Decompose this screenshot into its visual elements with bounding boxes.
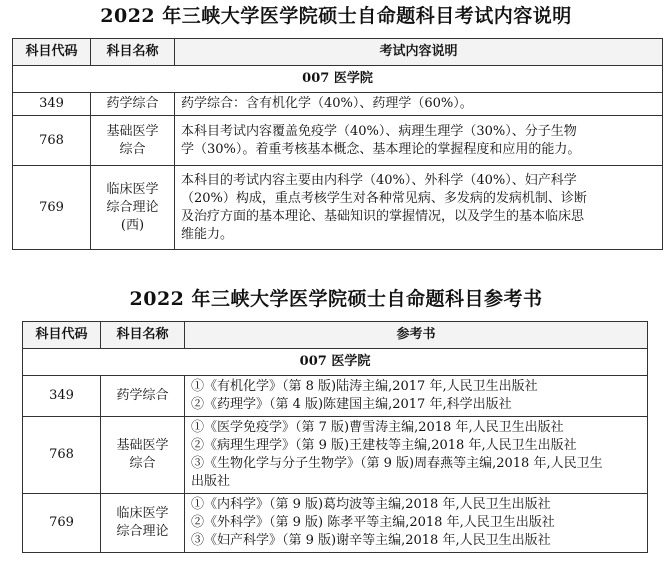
book-line: ③《生物化学与分子生物学》（第 9 版)周春燕等主编,2018 年,人民卫生 (191, 456, 603, 471)
book-line: ③《妇产科学》（第 9 版)谢辛等主编,2018 年,人民卫生出版社 (191, 533, 551, 548)
header-description: 考试内容说明 (175, 39, 663, 66)
exam-content-title: 2022 年三峡大学医学院硕士自命题科目考试内容说明 (100, 5, 572, 27)
school-label: 007 医学院 (13, 66, 663, 93)
reference-books-table (22, 321, 648, 553)
subject-name-line: (西) (120, 217, 145, 233)
table-row (23, 376, 648, 417)
subject-name (101, 376, 185, 417)
subject-code: 349 (13, 93, 91, 116)
exam-description (175, 166, 663, 250)
table-row (13, 93, 663, 116)
description-line: （20%）构成，重点考核学生对各种常见病、多发病的发病机制、诊断 (181, 190, 587, 206)
subject-name (91, 166, 175, 250)
subject-name-line: 基础医学 (106, 123, 159, 139)
exam-description (175, 93, 663, 116)
subject-code: 768 (13, 116, 91, 166)
description-line: 及治疗方面的基本理论、基础知识的掌握情况，以及学生的基本临床思 (181, 208, 585, 224)
book-line: ②《外科学》（第 9 版) 陈孝平等主编,2018 年,人民卫生出版社 (191, 515, 555, 530)
book-list (185, 494, 648, 553)
description-line: 本科目考试内容覆盖免疫学（40%）、病理生理学（30%）、分子生物 (181, 123, 577, 139)
book-line: ①《内科学》（第 9 版)葛均波等主编,2018 年,人民卫生出版社 (191, 497, 551, 512)
subject-name-line: 基础医学 (116, 438, 169, 453)
book-list (185, 417, 648, 494)
description-line: 药学综合：含有机化学（40%）、药理学（60%）。 (181, 96, 473, 111)
reference-books-title: 2022 年三峡大学医学院硕士自命题科目参考书 (129, 288, 543, 310)
table-row (23, 494, 648, 553)
subject-code: 349 (23, 376, 101, 417)
subject-name (101, 494, 185, 553)
subject-name-line: 临床医学 (116, 506, 169, 521)
description-line: 维能力。 (181, 226, 234, 242)
table-header-row (13, 39, 663, 66)
table-row (23, 417, 648, 494)
header-name: 科目名称 (101, 322, 185, 349)
subject-name-line: 综合理论 (106, 199, 159, 215)
book-list (185, 376, 648, 417)
table-row (13, 166, 663, 250)
subject-code: 768 (23, 417, 101, 494)
subject-name (101, 417, 185, 494)
subject-name (91, 93, 175, 116)
subject-name-line: 药学综合 (106, 96, 159, 111)
school-row (13, 66, 663, 93)
subject-name (91, 116, 175, 166)
subject-name-line: 综合 (119, 141, 146, 157)
subject-name-line: 综合 (129, 456, 156, 471)
book-line: ②《病理生理学》（第 9 版)王建枝等主编,2018 年,人民卫生出版社 (191, 438, 577, 453)
header-code: 科目代码 (23, 322, 101, 349)
book-line: ②《药理学》（第 4 版)陈建国主编,2017 年,科学出版社 (191, 397, 512, 412)
table-row (13, 116, 663, 166)
subject-code: 769 (23, 494, 101, 553)
exam-content-table (12, 38, 663, 250)
subject-code: 769 (13, 166, 91, 250)
book-line: 出版社 (191, 474, 231, 489)
exam-description (175, 116, 663, 166)
subject-name-line: 综合理论 (116, 524, 169, 539)
description-line: 本科目的考试内容主要由内科学（40%）、外科学（40%）、妇产科学 (181, 172, 577, 188)
header-name: 科目名称 (91, 39, 175, 66)
school-row (23, 349, 648, 376)
description-line: 学（30%）。着重考核基本概念、基本理论的掌握程度和应用的能力。 (181, 141, 581, 157)
header-code: 科目代码 (13, 39, 91, 66)
subject-name-line: 临床医学 (106, 181, 159, 197)
header-books: 参考书 (185, 322, 648, 349)
table-header-row (23, 322, 648, 349)
book-line: ①《医学免疫学》（第 7 版)曹雪涛主编,2018 年,人民卫生出版社 (191, 420, 564, 435)
book-line: ①《有机化学》（第 8 版)陆涛主编,2017 年,人民卫生出版社 (191, 379, 538, 394)
subject-name-line: 药学综合 (116, 388, 169, 403)
school-label: 007 医学院 (23, 349, 648, 376)
